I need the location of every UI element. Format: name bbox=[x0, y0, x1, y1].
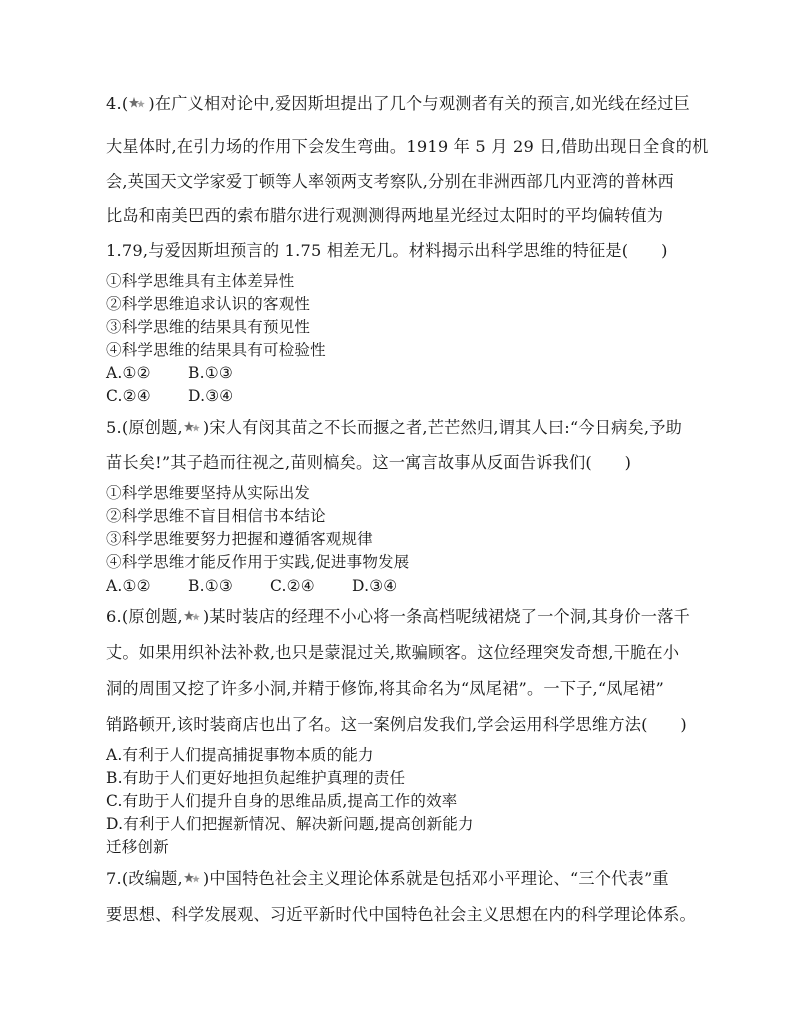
q4-options-row-1 bbox=[106, 363, 233, 383]
q4-item-1: ①科学思维具有主体差异性 bbox=[106, 272, 295, 290]
q6-option-a: A.有利于人们提高捕捉事物本质的能力 bbox=[106, 746, 374, 764]
q7-line-1: 7.(改编题, )中国特色社会主义理论体系就是包括邓小平理论、“三个代表”重 bbox=[106, 869, 669, 888]
q4-item-3: ③科学思维的结果具有预见性 bbox=[106, 318, 311, 336]
q5-option-c: C.②④ bbox=[270, 577, 315, 595]
q4-option-a: A.①② bbox=[106, 364, 151, 382]
q6-line-4: 销路顿开,该时装商店也出了名。这一案例启发我们,学会运用科学思维方法( ) bbox=[106, 715, 687, 734]
q6-option-b: B.有助于人们更好地担负起维护真理的责任 bbox=[106, 769, 406, 787]
q4-option-d: D.③④ bbox=[188, 387, 234, 405]
q4-line-5: 1.79,与爱因斯坦预言的 1.75 相差无几。材料揭示出科学思维的特征是( ) bbox=[106, 241, 668, 260]
q5-option-a: A.①② bbox=[106, 577, 151, 595]
q6-option-d: D.有利于人们把握新情况、解决新问题,提高创新能力 bbox=[106, 815, 474, 833]
q4-item-4: ④科学思维的结果具有可检验性 bbox=[106, 341, 326, 359]
q7-line-2: 要思想、科学发展观、习近平新时代中国特色社会主义思想在内的科学理论体系。 bbox=[106, 905, 696, 924]
difficulty-star-icon bbox=[184, 609, 202, 623]
q4-option-b: B.①③ bbox=[188, 364, 233, 382]
q5-item-3: ③科学思维要努力把握和遵循客观规律 bbox=[106, 530, 373, 548]
difficulty-star-icon bbox=[129, 96, 147, 110]
q7-number: 7.(改编题, bbox=[106, 869, 183, 888]
difficulty-star-icon bbox=[184, 420, 202, 434]
difficulty-star-icon bbox=[184, 871, 202, 885]
q6-option-c: C.有助于人们提升自身的思维品质,提高工作的效率 bbox=[106, 792, 458, 810]
q4-item-2: ②科学思维追求认识的客观性 bbox=[106, 295, 311, 313]
q5-number: 5.(原创题, bbox=[106, 418, 183, 437]
q5-option-b: B.①③ bbox=[188, 577, 233, 595]
q6-number: 6.(原创题, bbox=[106, 607, 183, 626]
q5-option-d: D.③④ bbox=[352, 577, 398, 595]
q4-number: 4.( bbox=[106, 94, 129, 113]
q4-option-c: C.②④ bbox=[106, 387, 151, 405]
q4-line-4: 比岛和南美巴西的索布腊尔进行观测测得两地星光经过太阳时的平均偏转值为 bbox=[106, 206, 664, 225]
q5-options-row bbox=[106, 576, 397, 596]
section-heading: 迁移创新 bbox=[106, 838, 169, 856]
q4-line-2: 大星体时,在引力场的作用下会发生弯曲。1919 年 5 月 29 日,借助出现日全食的机 bbox=[106, 137, 709, 156]
q4-line-3: 会,英国天文学家爱丁顿等人率领两支考察队,分别在非洲西部几内亚湾的普林西 bbox=[106, 172, 674, 191]
q5-item-1: ①科学思维要坚持从实际出发 bbox=[106, 484, 311, 502]
q6-line-1: 6.(原创题, )某时装店的经理不小心将一条高档呢绒裙烧了一个洞,其身价一落千 bbox=[106, 607, 690, 626]
q5-line-1: 5.(原创题, )宋人有闵其苗之不长而揠之者,芒芒然归,谓其人曰:“今日病矣,予助 bbox=[106, 418, 683, 437]
q4-options-row-2 bbox=[106, 386, 233, 406]
q5-item-2: ②科学思维不盲目相信书本结论 bbox=[106, 507, 326, 525]
q6-line-2: 丈。如果用织补法补救,也只是蒙混过关,欺骗顾客。这位经理突发奇想,干脆在小 bbox=[106, 643, 680, 662]
q6-line-3: 洞的周围又挖了许多小洞,并精于修饰,将其命名为“凤尾裙”。一下子,“凤尾裙” bbox=[106, 679, 664, 698]
q4-line-1: 4.( )在广义相对论中,爱因斯坦提出了几个与观测者有关的预言,如光线在经过巨 bbox=[106, 94, 690, 113]
q5-item-4: ④科学思维才能反作用于实践,促进事物发展 bbox=[106, 553, 410, 571]
q5-line-2: 苗长矣!”其子趋而往视之,苗则槁矣。这一寓言故事从反面告诉我们( ) bbox=[106, 453, 632, 472]
